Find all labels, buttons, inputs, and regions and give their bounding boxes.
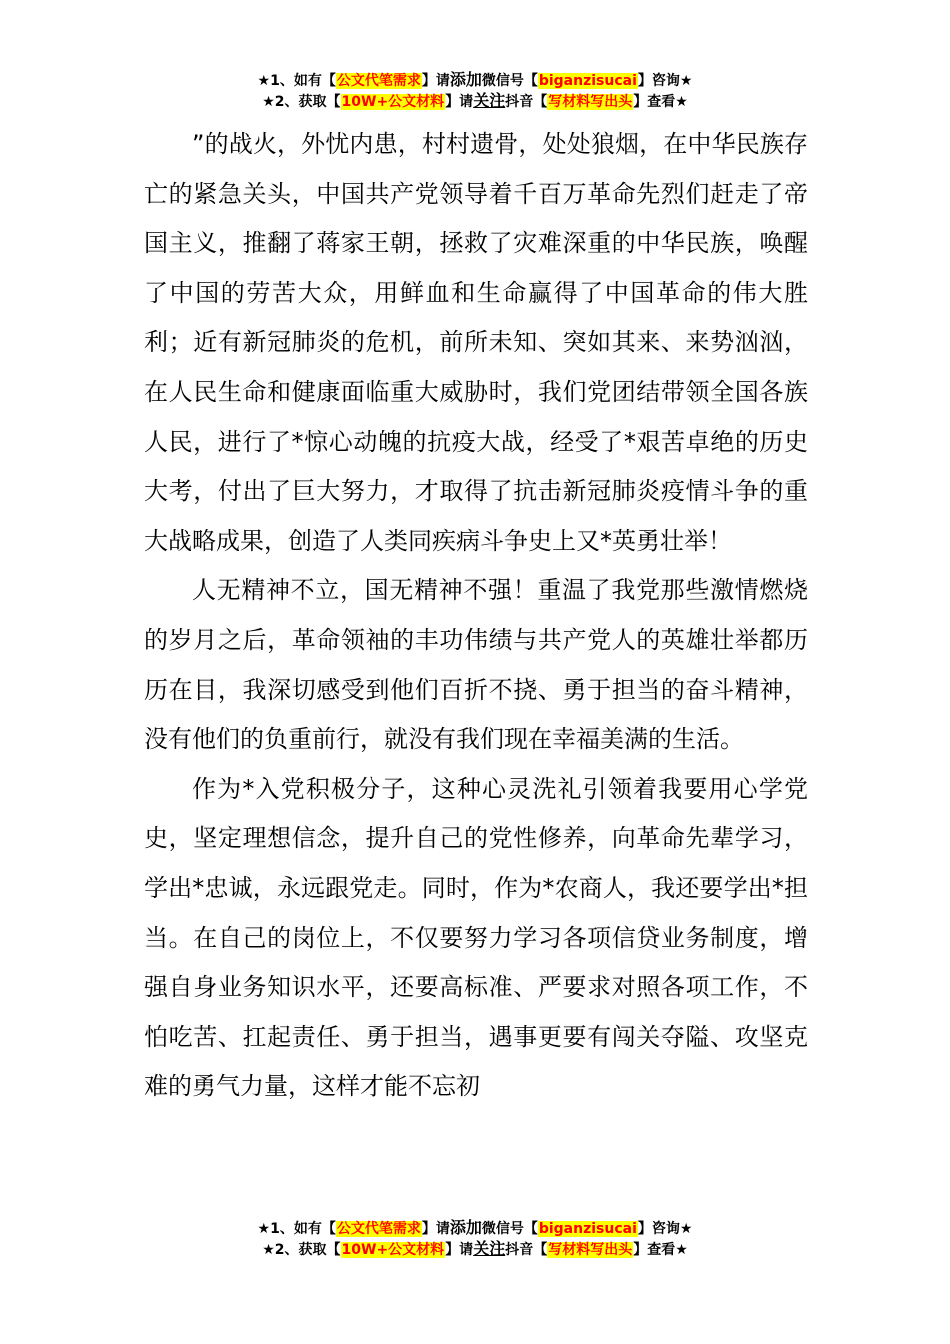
- highlight-service: 公文代笔需求: [336, 73, 421, 89]
- paragraph-2: 人无精神不立，国无精神不强！重温了我党那些激情燃烧的岁月之后，革命领袖的丰功伟绩与共产党人的英雄壮举都历历在目，我深切感受到他们百折不挠、勇于担当的奋斗精神，没有他们的负重前行，就没有我们现在幸福美满的生活。: [144, 576, 808, 754]
- promo-line-1: ★1、如有【公文代笔需求】请添加微信号【biganzisucai】咨询★: [257, 1218, 693, 1237]
- highlight-materials: 10W+公文材料: [341, 94, 445, 110]
- paragraph-1: ”的战火，外忧内患，村村遗骨，处处狼烟，在中华民族存亡的紧急关头，中国共产党领导着千百万革命先烈们赶走了帝国主义，推翻了蒋家王朝，拯救了灾难深重的中华民族，唤醒了中国的劳苦大众，用鲜血和生命赢得了中国革命的伟大胜利；近有新冠肺炎的危机，前所未知、突如其来、来势汹汹，在人民生命和健康面临重大威胁时，我们党团结带领全国各族人民，进行了*惊心动魄的抗疫大战，经受了*艰苦卓绝的历史大考，付出了巨大努力，才取得了抗击新冠肺炎疫情斗争的重大战略成果，创造了人类同疾病斗争史上又*英勇壮举！: [144, 130, 808, 555]
- highlight-wechat-id: biganzisucai: [538, 73, 637, 89]
- promo-line-2: ★2、获取【10W+公文材料】请关注抖音【写材料写出头】查看★: [262, 1239, 688, 1258]
- document-body: [144, 120, 808, 1112]
- highlight-wechat-id: biganzisucai: [538, 1221, 637, 1237]
- promo-banner-bottom: [0, 1218, 950, 1260]
- promo-line-1: ★1、如有【公文代笔需求】请添加微信号【biganzisucai】咨询★: [257, 70, 693, 89]
- highlight-materials: 10W+公文材料: [341, 1242, 445, 1258]
- promo-banner-top: [0, 70, 950, 112]
- promo-line-2: ★2、获取【10W+公文材料】请关注抖音【写材料写出头】查看★: [262, 91, 688, 110]
- highlight-douyin-account: 写材料写出头: [548, 1242, 633, 1258]
- highlight-service: 公文代笔需求: [336, 1221, 421, 1237]
- highlight-douyin-account: 写材料写出头: [548, 94, 633, 110]
- paragraph-3: 作为*入党积极分子，这种心灵洗礼引领着我要用心学党史，坚定理想信念，提升自己的党性修养，向革命先辈学习，学出*忠诚，永远跟党走。同时，作为*农商人，我还要学出*担当。在自己的岗位上，不仅要努力学习各项信贷业务制度，增强自身业务知识水平，还要高标准、严要求对照各项工作，不怕吃苦、扛起责任、勇于担当，遇事更要有闯关夺隘、攻坚克难的勇气力量，这样才能不忘初: [144, 774, 808, 1101]
